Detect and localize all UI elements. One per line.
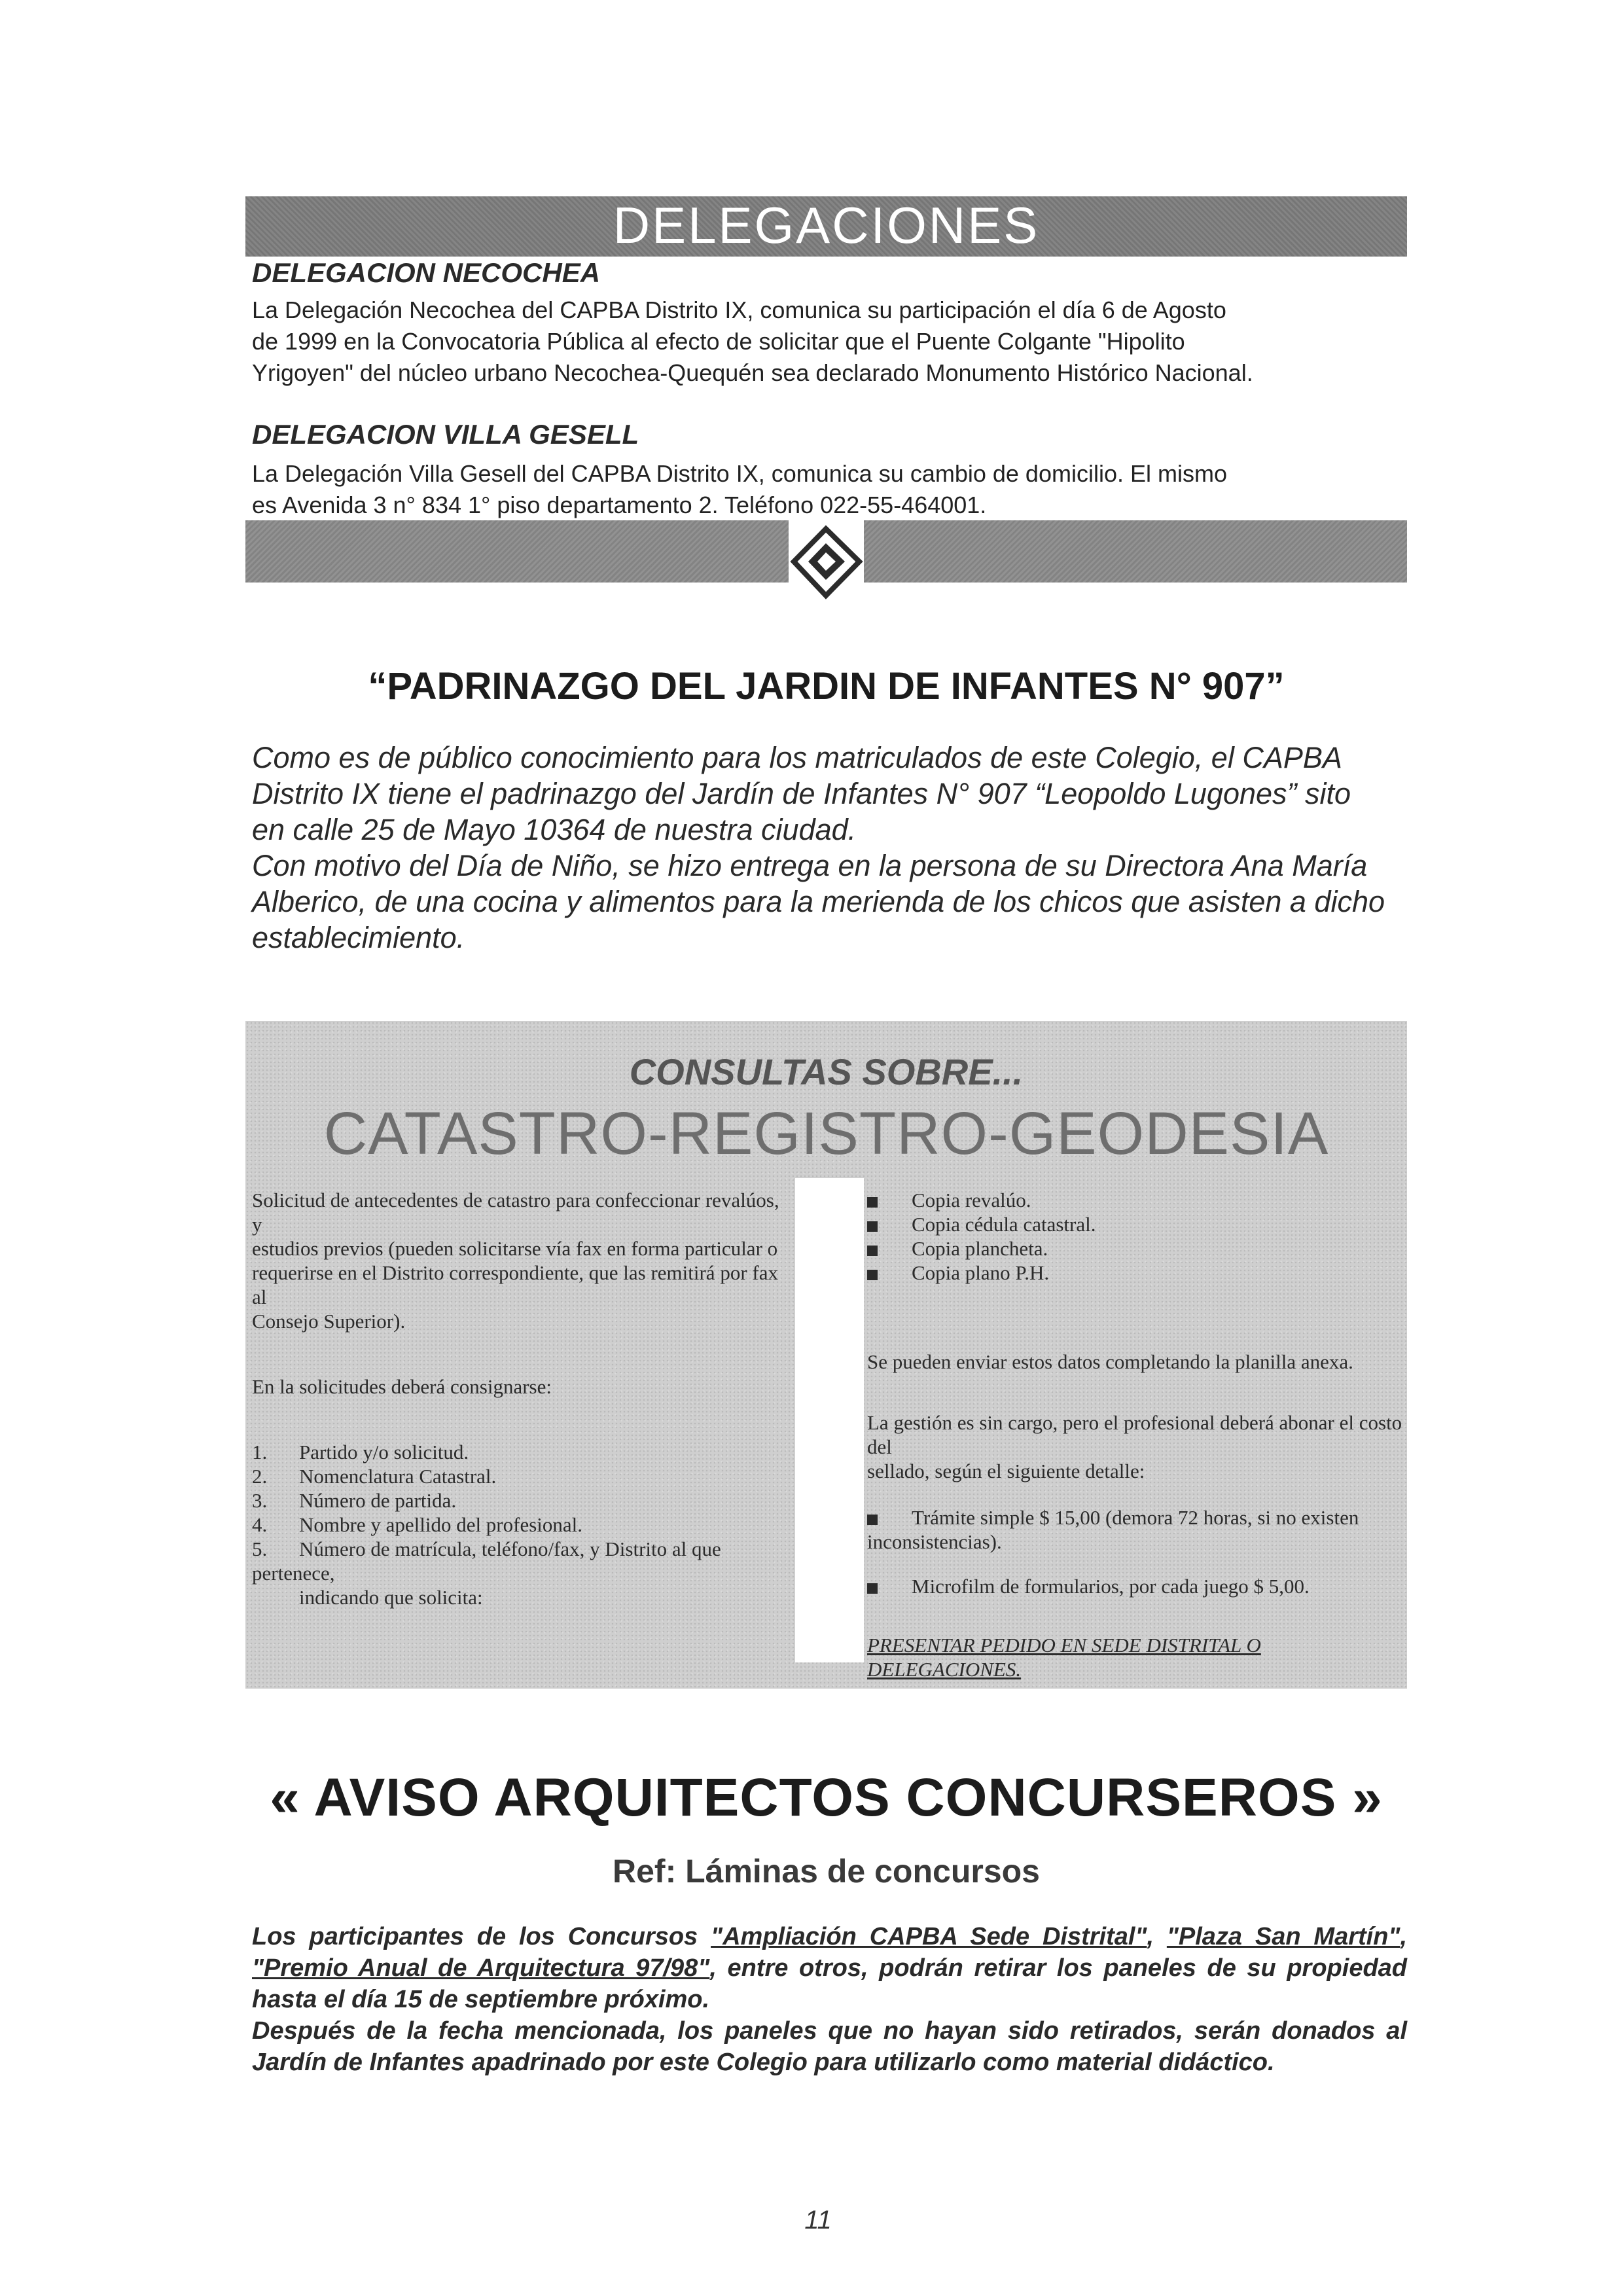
padrinazgo-line: Con motivo del Día de Niño, se hizo entrega en la persona de su Directora Ana María: [252, 849, 1368, 882]
padrinazgo-title: “PADRINAZGO DEL JARDIN DE INFANTES N° 907”: [368, 665, 1285, 708]
aviso-paragraph-1: Los participantes de los Concursos "Ampliación CAPBA Sede Distrital", "Plaza San Martín", "Premio Anual de Arquitectura 97/98", entre otros, podrán retirar los paneles de su propiedad hasta el día 15 de septiembre próximo.: [252, 1923, 1408, 2013]
contest-name: "Ampliación CAPBA Sede Distrital": [711, 1923, 1147, 1950]
padrinazgo-line: Distrito IX tiene el padrinazgo del Jardín de Infantes N° 907 “Leopoldo Lugones” sito: [252, 777, 1351, 810]
list-item: 2. Nomenclatura Catastral.: [252, 1465, 497, 1488]
delegaciones-banner-title: DELEGACIONES: [613, 196, 1040, 254]
necochea-line: de 1999 en la Convocatoria Pública al efecto de solicitar que el Puente Colgante "Hipolito: [252, 328, 1185, 355]
list-item: Copia plano P.H.: [867, 1261, 1404, 1285]
consultas-intro-line: estudios previos (pueden solicitarse vía fax en forma particular o: [252, 1237, 778, 1260]
villa-gesell-line: es Avenida 3 n° 834 1° piso departamento 2. Teléfono 022-55-464001.: [252, 492, 987, 518]
consultas-list-heading: En la solicitudes deberá consignarse:: [252, 1375, 552, 1398]
bullet-icon: [867, 1515, 878, 1525]
consultas-title: CATASTRO-REGISTRO-GEODESIA: [323, 1100, 1329, 1167]
contest-name: "Premio Anual de Arquitectura 97/98": [252, 1954, 710, 1982]
necochea-line: Yrigoyen" del núcleo urbano Necochea-Quequén sea declarado Monumento Histórico Nacional.: [252, 359, 1253, 386]
padrinazgo-line: en calle 25 de Mayo 10364 de nuestra ciudad.: [252, 813, 857, 846]
consultas-column-gap: [795, 1178, 864, 1662]
villa-gesell-paragraph: [252, 458, 1410, 521]
delegaciones-footer-bar-left: [245, 520, 789, 583]
list-item: 4. Nombre y apellido del profesional.: [252, 1513, 583, 1536]
consultas-intro-line: requerirse en el Distrito correspondiente, que las remitirá por fax al: [252, 1261, 778, 1308]
padrinazgo-line: establecimiento.: [252, 921, 465, 954]
contest-name: "Plaza San Martín": [1166, 1923, 1400, 1950]
aviso-title: « AVISO ARQUITECTOS CONCURSEROS »: [270, 1768, 1383, 1827]
list-item: Copia cédula catastral.: [867, 1212, 1404, 1236]
consultas-subtitle: CONSULTAS SOBRE...: [629, 1051, 1024, 1092]
consultas-left-list: [252, 1440, 795, 1609]
consultas-footer-note: PRESENTAR PEDIDO EN SEDE DISTRITAL O DELEGACIONES.: [867, 1634, 1261, 1681]
necochea-heading: DELEGACION NECOCHEA: [252, 257, 601, 288]
list-item: 3. Número de partida.: [252, 1489, 457, 1512]
consultas-fee-microfilm: Microfilm de formularios, por cada juego $ 5,00.: [867, 1574, 1404, 1598]
bullet-icon: [867, 1197, 878, 1208]
delegaciones-footer-bar-right: [864, 520, 1407, 583]
list-item: Copia plancheta.: [867, 1236, 1404, 1261]
necochea-paragraph: [252, 295, 1410, 389]
aviso-paragraph-2: Después de la fecha mencionada, los paneles que no hayan sido retirados, serán donados al Jardín de Infantes apadrinado por este Colegio para utilizarlo como material didáctico.: [252, 2017, 1407, 2076]
capba-logo-icon: [789, 524, 864, 602]
villa-gesell-heading: DELEGACION VILLA GESELL: [252, 419, 639, 450]
bullet-icon: [867, 1246, 878, 1256]
consultas-cost-note: La gestión es sin cargo, pero el profesional deberá abonar el costo del sellado, según el siguiente detalle:: [867, 1411, 1402, 1482]
necochea-line: La Delegación Necochea del CAPBA Distrito IX, comunica su participación el día 6 de Agosto: [252, 296, 1226, 323]
padrinazgo-line: Alberico, de una cocina y alimentos para la merienda de los chicos que asisten a dicho: [252, 885, 1385, 918]
list-item: 1. Partido y/o solicitud.: [252, 1441, 469, 1463]
villa-gesell-line: La Delegación Villa Gesell del CAPBA Distrito IX, comunica su cambio de domicilio. El mismo: [252, 460, 1227, 487]
padrinazgo-line: Como es de público conocimiento para los matriculados de este Colegio, el CAPBA: [252, 741, 1342, 774]
aviso-ref: Ref: Láminas de concursos: [613, 1853, 1040, 1890]
padrinazgo-body: [252, 740, 1407, 956]
consultas-intro-line: Solicitud de antecedentes de catastro para confeccionar revalúos, y: [252, 1189, 779, 1236]
bullet-icon: [867, 1221, 878, 1232]
consultas-fee-simple: Trámite simple $ 15,00 (demora 72 horas, si no existen inconsistencias).: [867, 1506, 1359, 1553]
consultas-intro-line: Consejo Superior).: [252, 1310, 406, 1333]
page-number: 11: [804, 2206, 832, 2234]
bullet-icon: [867, 1583, 878, 1594]
list-item: Copia revalúo.: [867, 1188, 1404, 1212]
bullet-icon: [867, 1270, 878, 1280]
consultas-right-bullets: [867, 1188, 1404, 1285]
consultas-left-intro: [252, 1188, 792, 1333]
consultas-send-note: Se pueden enviar estos datos completando la planilla anexa.: [867, 1350, 1353, 1373]
list-item: 5. Número de matrícula, teléfono/fax, y Distrito al que pertenece,: [252, 1537, 721, 1585]
aviso-body: [252, 1921, 1407, 2078]
list-item: indicando que solicita:: [299, 1586, 483, 1609]
